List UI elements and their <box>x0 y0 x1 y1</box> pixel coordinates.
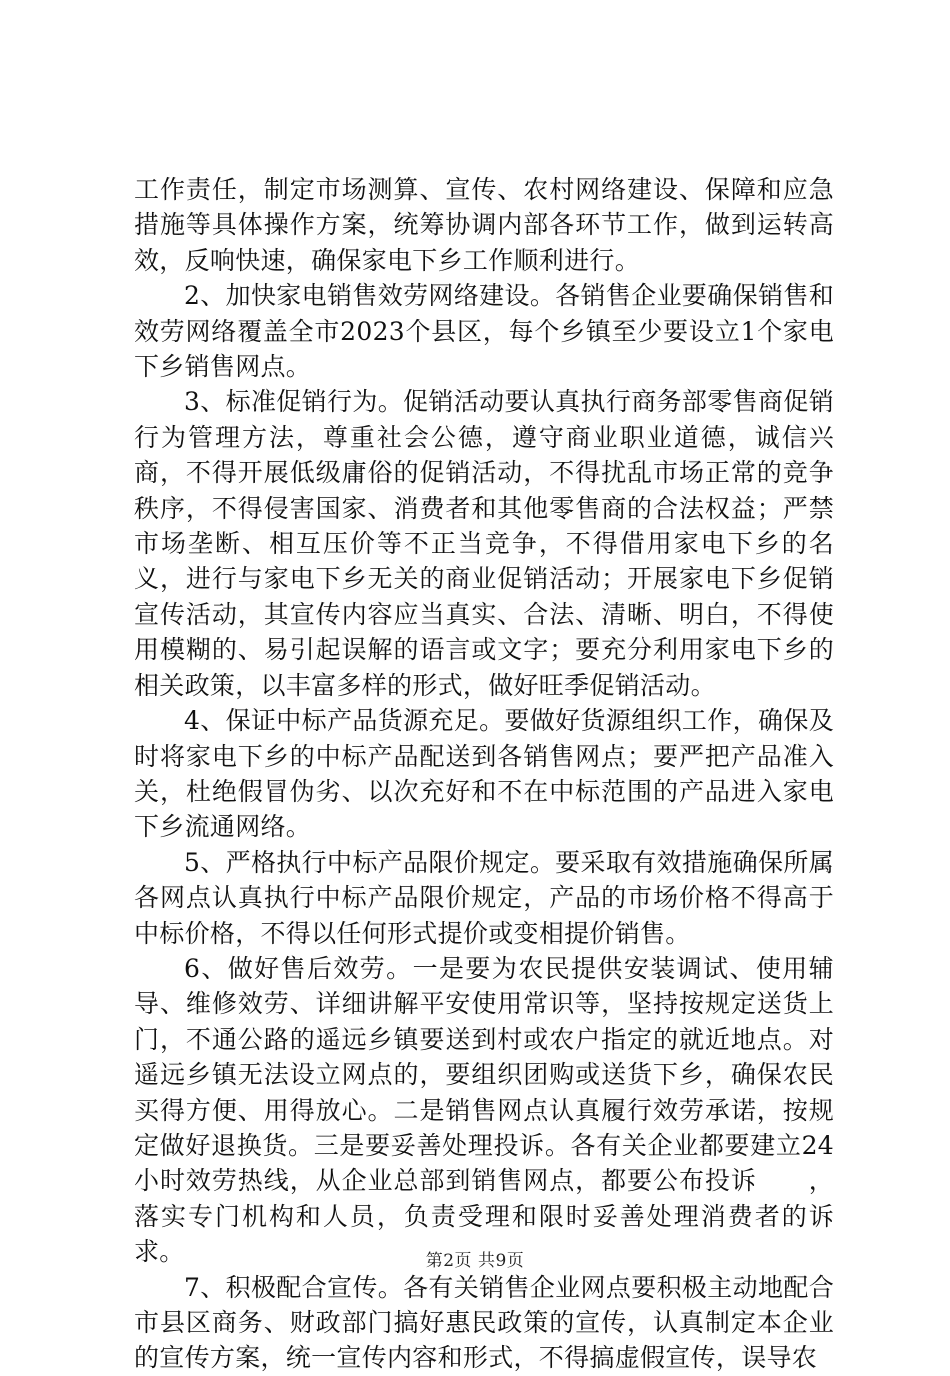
paragraph-continuation: 工作责任，制定市场测算、宣传、农村网络建设、保障和应急措施等具体操作方案，统筹协调内部各环节工作，做到运转高效，反响快速，确保家电下乡工作顺利进行。 <box>134 175 834 275</box>
document-body <box>134 172 834 1376</box>
paragraph-item-7: 7、积极配合宣传。各有关销售企业网点要积极主动地配合市县区商务、财政部门搞好惠民政策的宣传，认真制定本企业的宣传方案，统一宣传内容和形式，不得搞虚假宣传，误导农 <box>134 1272 834 1373</box>
paragraph-item-6: 6、做好售后效劳。一是要为农民提供安装调试、使用辅导、维修效劳、详细讲解平安使用常识等，坚持按规定送货上门，不通公路的遥远乡镇要送到村或农户指定的就近地点。对遥远乡镇无法设立网点的，要组织团购或送货下乡，确保农民买得方便、用得放心。二是销售网点认真履行效劳承诺，按规定做好退换货。三是要妥善处理投诉。各有关企业都要建立24小时效劳热线，从企业总部到销售网点，都要公布投诉 ，落实专门机构和人员，负责受理和限时妥善处理消费者的诉求。 <box>134 953 834 1267</box>
page-footer: 第2页 共9页 <box>425 1251 525 1271</box>
paragraph-item-5: 5、严格执行中标产品限价规定。要采取有效措施确保所属各网点认真执行中标产品限价规定，产品的市场价格不得高于中标价格，不得以任何形式提价或变相提价销售。 <box>134 847 834 948</box>
paragraph-item-4: 4、保证中标产品货源充足。要做好货源组织工作，确保及时将家电下乡的中标产品配送到各销售网点；要严把产品准入关，杜绝假冒伪劣、以次充好和不在中标范围的产品进入家电下乡流通网络。 <box>134 706 834 842</box>
paragraph-item-3: 3、标准促销行为。促销活动要认真执行商务部零售商促销行为管理方法，尊重社会公德，遵守商业职业道德，诚信兴商，不得开展低级庸俗的促销活动，不得扰乱市场正常的竞争秩序，不得侵害国家、消费者和其他零售商的合法权益；严禁市场垄断、相互压价等不正当竞争，不得借用家电下乡的名义，进行与家电下乡无关的商业促销活动；开展家电下乡促销宣传活动，其宣传内容应当真实、合法、清晰、明白，不得使用模糊的、易引起误解的语言或文字；要充分利用家电下乡的相关政策，以丰富多样的形式，做好旺季促销活动。 <box>134 387 834 700</box>
paragraph-item-2: 2、加快家电销售效劳网络建设。各销售企业要确保销售和效劳网络覆盖全市2023个县区，每个乡镇至少要设立1个家电下乡销售网点。 <box>134 281 834 382</box>
